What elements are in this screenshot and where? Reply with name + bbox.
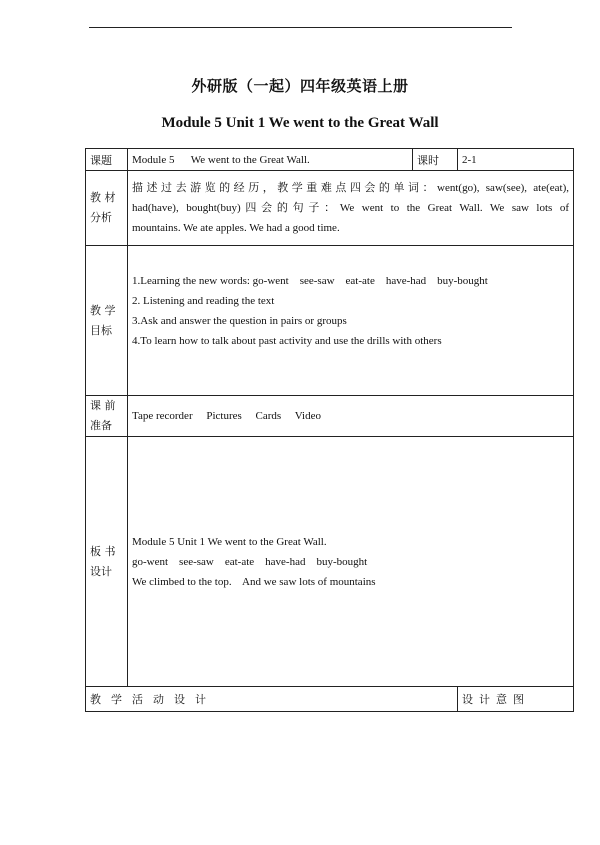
analysis-content: [128, 171, 574, 246]
activity-design-label: 教学活动设计: [86, 687, 458, 712]
board-label-line1: 板 书: [90, 544, 116, 558]
analysis-label-line1: 教 材: [90, 191, 116, 204]
topic-value: Module 5 We went to the Great Wall.: [128, 149, 413, 171]
topic-label: 课题: [86, 149, 128, 171]
goal-item-4: 4.To learn how to talk about past activity and use the drills with others: [132, 335, 442, 347]
document-title: 外研版（一起）四年级英语上册: [191, 77, 409, 95]
analysis-line-1: 描述过去游览的经历，教学重难点四会的单词：went(go), saw(see), ate(eat),: [132, 182, 569, 194]
analysis-label-line2: 分析: [90, 211, 112, 224]
period-label: 课时: [413, 149, 458, 171]
goal-item-1: 1.Learning the new words: go-went see-saw eat-ate have-had buy-bought: [132, 275, 488, 287]
row-activity-header: [86, 687, 574, 712]
analysis-line-3: mountains. We ate apples. We had a good time.: [132, 222, 340, 234]
row-goals: [86, 246, 574, 396]
goals-label: [86, 246, 128, 396]
prep-label-line2: 准备: [90, 419, 112, 432]
period-value: 2-1: [458, 149, 574, 171]
prep-content: Tape recorder Pictures Cards Video: [128, 396, 574, 437]
board-label: [86, 437, 128, 687]
row-preparation: [86, 396, 574, 437]
goal-item-2: 2. Listening and reading the text: [132, 295, 275, 307]
goal-item-3: 3.Ask and answer the question in pairs or groups: [132, 315, 347, 327]
board-label-line2: 设计: [90, 564, 112, 578]
goals-label-line1: 教 学: [90, 303, 116, 317]
row-analysis: [86, 171, 574, 246]
goals-label-line2: 目标: [90, 323, 112, 337]
design-intent-label: 设计意图: [458, 687, 574, 712]
prep-label-line1: 课 前: [90, 399, 116, 412]
goals-content: [128, 246, 574, 396]
board-line-1: Module 5 Unit 1 We went to the Great Wall.: [132, 535, 327, 548]
top-rule: [89, 27, 512, 28]
board-line-3: We climbed to the top. And we saw lots of mountains: [132, 575, 376, 588]
board-content: [128, 437, 574, 687]
analysis-label: [86, 171, 128, 246]
row-topic: [86, 149, 574, 171]
row-board-design: [86, 437, 574, 687]
unit-heading: Module 5 Unit 1 We went to the Great Wall: [161, 115, 439, 131]
prep-label: [86, 396, 128, 437]
analysis-line-2: had(have), bought(buy)四会的句子：We went to the Great Wall. We saw lots of: [132, 202, 569, 214]
board-line-2: go-went see-saw eat-ate have-had buy-bought: [132, 555, 368, 568]
lesson-plan-table: [85, 148, 574, 712]
